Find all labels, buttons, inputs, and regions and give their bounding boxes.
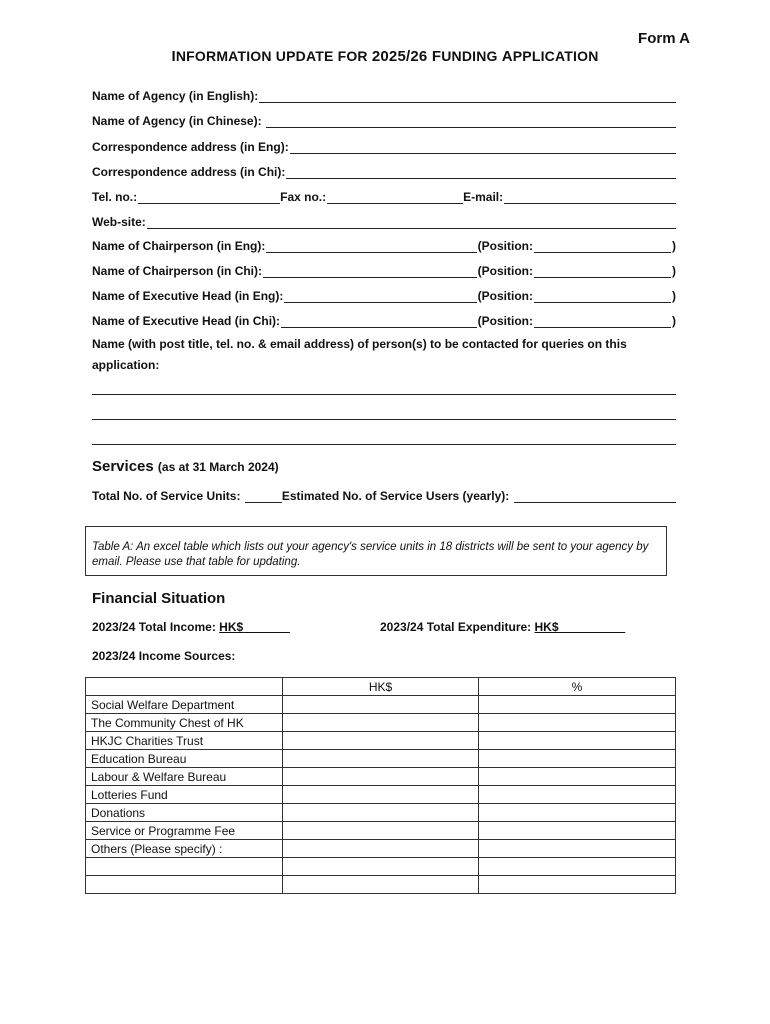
fax-label: Fax no.: bbox=[280, 190, 327, 204]
income-source-label: HKJC Charities Trust bbox=[86, 732, 283, 750]
website-label: Web-site: bbox=[92, 215, 146, 229]
table-row bbox=[86, 768, 676, 786]
income-source-label: Education Bureau bbox=[86, 750, 283, 768]
income-hkd-cell[interactable] bbox=[283, 822, 479, 840]
services-heading: Services (as at 31 March 2024) bbox=[92, 458, 279, 475]
table-header-row bbox=[86, 678, 676, 696]
income-percent-cell[interactable] bbox=[479, 858, 676, 876]
income-percent-cell[interactable] bbox=[479, 804, 676, 822]
exec-english-label: Name of Executive Head (in Eng): bbox=[92, 289, 284, 303]
income-source-label: Social Welfare Department bbox=[86, 696, 283, 714]
table-row bbox=[86, 858, 676, 876]
chair-english-field bbox=[92, 237, 676, 253]
chair-english-position-input[interactable] bbox=[534, 240, 671, 253]
contact-line-3[interactable] bbox=[92, 444, 676, 445]
income-hkd-cell[interactable] bbox=[283, 840, 479, 858]
exec-chinese-input[interactable] bbox=[281, 315, 477, 328]
total-income-currency: HK$ bbox=[219, 620, 244, 634]
services-row bbox=[92, 487, 676, 503]
total-expenditure-currency: HK$ bbox=[534, 620, 559, 634]
income-percent-cell[interactable] bbox=[479, 876, 676, 894]
exec-english-field bbox=[92, 287, 676, 303]
fax-input[interactable] bbox=[327, 191, 463, 204]
income-hkd-cell[interactable] bbox=[283, 714, 479, 732]
services-date: (as at 31 March 2024) bbox=[157, 460, 279, 474]
table-header-source bbox=[86, 678, 283, 696]
contact-person-instructions: Name (with post title, tel. no. & email address) of person(s) to be contacted for queries on this application: bbox=[92, 337, 627, 372]
table-row bbox=[86, 732, 676, 750]
chair-chinese-position-input[interactable] bbox=[534, 265, 671, 278]
agency-chinese-input[interactable] bbox=[266, 115, 676, 128]
agency-english-input[interactable] bbox=[259, 90, 676, 103]
table-row bbox=[86, 750, 676, 768]
income-percent-cell[interactable] bbox=[479, 822, 676, 840]
total-expenditure-field bbox=[380, 620, 625, 634]
income-percent-cell[interactable] bbox=[479, 750, 676, 768]
chair-chinese-input[interactable] bbox=[263, 265, 477, 278]
income-source-label: The Community Chest of HK bbox=[86, 714, 283, 732]
income-percent-cell[interactable] bbox=[479, 768, 676, 786]
position-label: (Position: bbox=[477, 314, 533, 328]
position-label: (Position: bbox=[477, 239, 533, 253]
service-units-label: Total No. of Service Units: bbox=[92, 489, 244, 503]
exec-chinese-label: Name of Executive Head (in Chi): bbox=[92, 314, 281, 328]
total-expenditure-label: 2023/24 Total Expenditure: bbox=[380, 620, 535, 634]
income-percent-cell[interactable] bbox=[479, 732, 676, 750]
income-hkd-cell[interactable] bbox=[283, 750, 479, 768]
chair-chinese-field bbox=[92, 262, 676, 278]
address-chinese-label: Correspondence address (in Chi): bbox=[92, 165, 286, 179]
income-hkd-cell[interactable] bbox=[283, 696, 479, 714]
income-hkd-cell[interactable] bbox=[283, 858, 479, 876]
form-label: Form A bbox=[638, 30, 690, 47]
position-label: (Position: bbox=[477, 289, 533, 303]
service-users-label: Estimated No. of Service Users (yearly): bbox=[281, 489, 513, 503]
income-hkd-cell[interactable] bbox=[283, 732, 479, 750]
tel-label: Tel. no.: bbox=[92, 190, 138, 204]
table-header-hkd: HK$ bbox=[283, 678, 479, 696]
financial-heading: Financial Situation bbox=[92, 590, 226, 607]
income-hkd-cell[interactable] bbox=[283, 876, 479, 894]
table-row bbox=[86, 696, 676, 714]
tel-input[interactable] bbox=[138, 191, 280, 204]
chair-chinese-label: Name of Chairperson (in Chi): bbox=[92, 264, 263, 278]
total-income-input[interactable] bbox=[243, 620, 290, 634]
website-input[interactable] bbox=[147, 216, 676, 229]
exec-english-input[interactable] bbox=[284, 290, 476, 303]
income-source-label: Others (Please specify) : bbox=[86, 840, 283, 858]
income-source-label: Labour & Welfare Bureau bbox=[86, 768, 283, 786]
address-chinese-input[interactable] bbox=[286, 166, 676, 179]
income-source-label: Service or Programme Fee bbox=[86, 822, 283, 840]
agency-chinese-label: Name of Agency (in Chinese): bbox=[92, 114, 265, 128]
total-expenditure-input[interactable] bbox=[559, 620, 626, 634]
website-field bbox=[92, 213, 676, 229]
income-source-other-input[interactable] bbox=[86, 858, 283, 876]
table-a-note: Table A: An excel table which lists out your agency's service units in 18 districts will be sent to your agency by email. Please use that table for updating. bbox=[85, 526, 667, 576]
income-percent-cell[interactable] bbox=[479, 696, 676, 714]
income-sources-label: 2023/24 Income Sources: bbox=[92, 649, 236, 663]
table-row bbox=[86, 876, 676, 894]
service-users-input[interactable] bbox=[514, 490, 676, 503]
income-percent-cell[interactable] bbox=[479, 840, 676, 858]
close-paren: ) bbox=[672, 239, 676, 253]
close-paren: ) bbox=[672, 264, 676, 278]
contact-line-2[interactable] bbox=[92, 419, 676, 420]
email-label: E-mail: bbox=[463, 190, 504, 204]
address-english-field bbox=[92, 138, 676, 154]
income-source-label: Lotteries Fund bbox=[86, 786, 283, 804]
service-units-input[interactable] bbox=[245, 490, 282, 503]
income-source-other-input[interactable] bbox=[86, 876, 283, 894]
table-row bbox=[86, 714, 676, 732]
contact-numbers-row bbox=[92, 188, 676, 204]
agency-english-label: Name of Agency (in English): bbox=[92, 89, 259, 103]
close-paren: ) bbox=[672, 314, 676, 328]
income-source-label: Donations bbox=[86, 804, 283, 822]
address-english-input[interactable] bbox=[290, 141, 676, 154]
contact-line-1[interactable] bbox=[92, 394, 676, 395]
page-title: INFORMATION UPDATE FOR 2025/26 FUNDING APPLICATION bbox=[171, 48, 599, 65]
income-hkd-cell[interactable] bbox=[283, 786, 479, 804]
income-percent-cell[interactable] bbox=[479, 714, 676, 732]
income-percent-cell[interactable] bbox=[479, 786, 676, 804]
table-row bbox=[86, 840, 676, 858]
table-row bbox=[86, 822, 676, 840]
close-paren: ) bbox=[672, 289, 676, 303]
agency-chinese-field bbox=[92, 112, 676, 128]
chair-english-label: Name of Chairperson (in Eng): bbox=[92, 239, 266, 253]
exec-chinese-position-input[interactable] bbox=[534, 315, 671, 328]
position-label: (Position: bbox=[477, 264, 533, 278]
table-row bbox=[86, 786, 676, 804]
income-hkd-cell[interactable] bbox=[283, 804, 479, 822]
income-hkd-cell[interactable] bbox=[283, 768, 479, 786]
exec-chinese-field bbox=[92, 312, 676, 328]
agency-english-field bbox=[92, 87, 676, 103]
table-row bbox=[86, 804, 676, 822]
table-header-percent: % bbox=[479, 678, 676, 696]
income-sources-table bbox=[85, 677, 676, 894]
exec-english-position-input[interactable] bbox=[534, 290, 671, 303]
chair-english-input[interactable] bbox=[266, 240, 476, 253]
total-income-label: 2023/24 Total Income: bbox=[92, 620, 220, 634]
address-english-label: Correspondence address (in Eng): bbox=[92, 140, 289, 154]
total-income-field bbox=[92, 620, 290, 634]
email-input[interactable] bbox=[504, 191, 676, 204]
address-chinese-field bbox=[92, 163, 676, 179]
